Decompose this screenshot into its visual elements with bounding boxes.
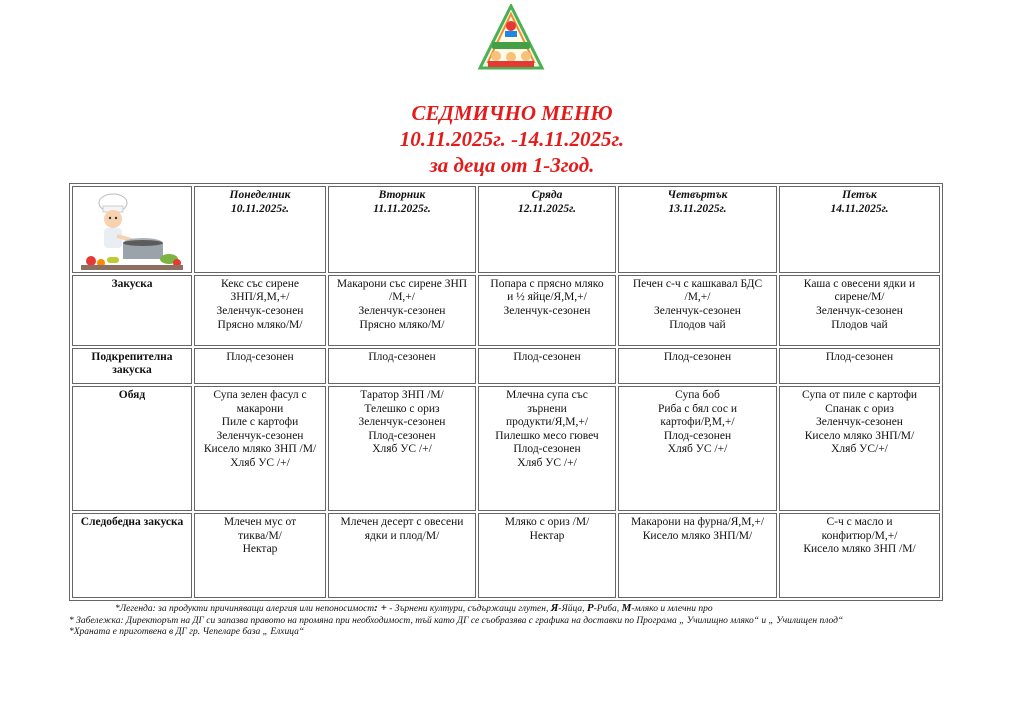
corner-image-cell	[72, 186, 192, 273]
menu-cell: Кекс със сирене ЗНП/Я,М,+/ Зеленчук-сезонен Прясно мляко/М/	[194, 275, 326, 346]
meal-row-snack	[72, 348, 940, 384]
menu-cell: Мляко с ориз /М/ Нектар	[478, 513, 616, 598]
day-header-row	[72, 186, 940, 273]
menu-cell: Супа зелен фасул с макарони Пиле с картофи Зеленчук-сезонен Кисело мляко ЗНП /М/ Хляб УС /+/	[194, 386, 326, 511]
title-dates: 10.11.2025г. -14.11.2025г.	[399, 127, 625, 151]
allergen-legend: *Легенда: за продукти причиняващи алергия или непоносимост: + - Зърнени култури, съдържащи глутен, Я-Яйца, Р-Риба, М-мляко и млечни про	[115, 602, 713, 614]
note-director: * Забележка: Директорът на ДГ си запазва правото на промяна при необходимост, тъй като ДГ се съобразява с графика на доставки по Програма „ Училищно мляко“ и „ Училищен плод“	[69, 615, 844, 626]
menu-cell: Супа от пиле с картофи Спанак с ориз Зеленчук-сезонен Кисело мляко ЗНП/М/ Хляб УС/+/	[779, 386, 940, 511]
kindergarten-logo-icon	[476, 4, 546, 72]
menu-cell: Плод-сезонен	[779, 348, 940, 384]
meal-row-lunch	[72, 386, 940, 511]
meal-label: Обяд	[72, 386, 192, 511]
menu-cell: Печен с-ч с кашкавал БДС /М,+/ Зеленчук-сезонен Плодов чай	[618, 275, 777, 346]
day-header-thursday	[618, 186, 777, 273]
menu-cell: Млечен мус от тиква/М/ Нектар	[194, 513, 326, 598]
day-date: 11.11.2025г.	[373, 202, 431, 215]
day-name: Понеделник	[229, 189, 291, 201]
menu-cell: С-ч с масло и конфитюр/М,+/ Кисело мляко ЗНП /М/	[779, 513, 940, 598]
day-name: Четвъртък	[667, 189, 728, 201]
day-header-wednesday	[478, 186, 616, 273]
footnotes	[69, 603, 843, 639]
meal-label: Следобедна закуска	[72, 513, 192, 598]
meal-label: Закуска	[72, 275, 192, 346]
day-date: 13.11.2025г.	[668, 202, 727, 215]
menu-cell: Млечен десерт с овесени ядки и плод/М/	[328, 513, 476, 598]
page-title	[0, 100, 1024, 178]
meal-row-afternoon-snack	[72, 513, 940, 598]
day-header-friday	[779, 186, 940, 273]
day-header-monday	[194, 186, 326, 273]
meal-label: Подкрепителна закуска	[72, 348, 192, 384]
menu-cell: Макарони със сирене ЗНП /М,+/ Зеленчук-сезонен Прясно мляко/М/	[328, 275, 476, 346]
chef-baby-cooking-icon	[77, 191, 187, 271]
day-date: 12.11.2025г.	[517, 202, 577, 215]
day-name: Вторник	[378, 189, 426, 201]
menu-cell: Плод-сезонен	[194, 348, 326, 384]
menu-cell: Супа боб Риба с бял сос и картофи/Р,М,+/ Плод-сезонен Хляб УС /+/	[618, 386, 777, 511]
menu-cell: Каша с овесени ядки и сирене/М/ Зеленчук-сезонен Плодов чай	[779, 275, 940, 346]
weekly-menu-table	[69, 183, 943, 601]
day-date: 14.11.2025г.	[830, 202, 889, 215]
menu-cell: Плод-сезонен	[618, 348, 777, 384]
menu-cell: Таратор ЗНП /М/ Телешко с ориз Зеленчук-сезонен Плод-сезонен Хляб УС /+/	[328, 386, 476, 511]
menu-cell: Млечна супа със зърнени продукти/Я,М,+/ Пилешко месо гювеч Плод-сезонен Хляб УС /+/	[478, 386, 616, 511]
menu-cell: Плод-сезонен	[478, 348, 616, 384]
title-age-group: за деца от 1-3год.	[429, 153, 595, 177]
title-menu: СЕДМИЧНО МЕНЮ	[411, 101, 613, 125]
day-header-tuesday	[328, 186, 476, 273]
menu-cell: Попара с прясно мляко и ½ яйце/Я,М,+/ Зеленчук-сезонен	[478, 275, 616, 346]
day-date: 10.11.2025г.	[230, 202, 290, 215]
note-kitchen: *Храната е приготвена в ДГ гр. Чепеларе база „ Елхица“	[69, 627, 305, 637]
day-name: Сряда	[531, 189, 563, 201]
meal-row-breakfast	[72, 275, 940, 346]
menu-cell: Плод-сезонен	[328, 348, 476, 384]
menu-cell: Макарони на фурна/Я,М,+/ Кисело мляко ЗНП/М/	[618, 513, 777, 598]
day-name: Петък	[842, 189, 877, 201]
